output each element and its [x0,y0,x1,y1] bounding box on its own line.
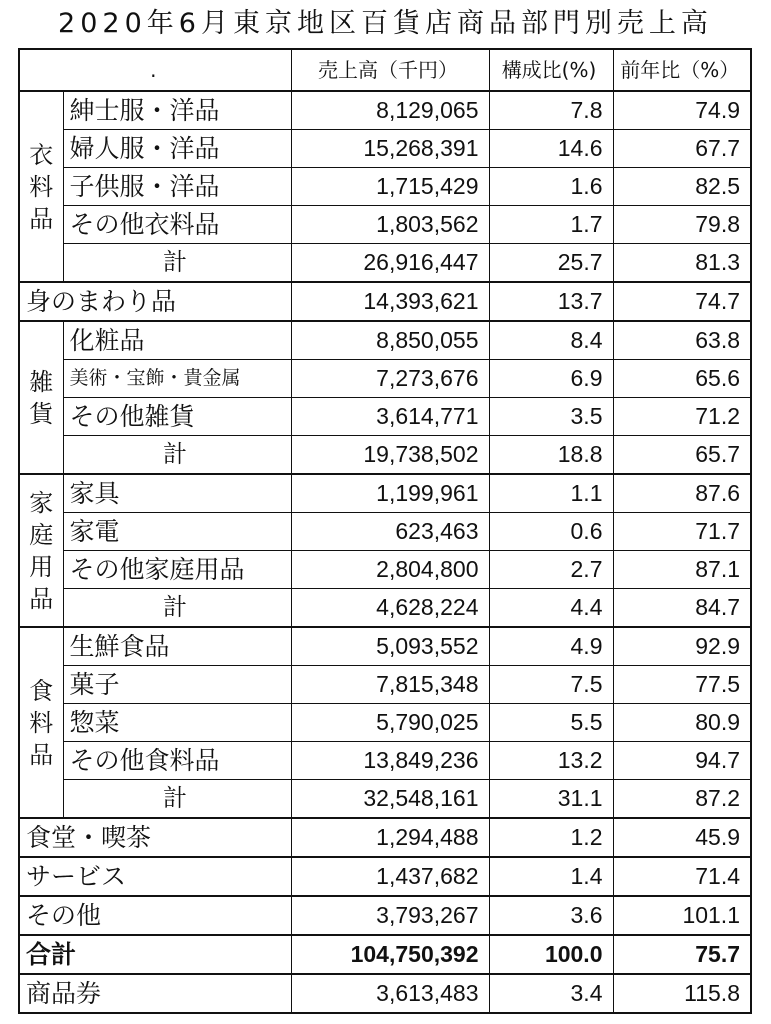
row-label-restaurant: 食堂・喫茶 [19,818,291,857]
subtotal-sales: 32,548,161 [291,780,489,819]
row-sales: 14,393,621 [291,282,489,321]
subtotal-share: 4.4 [489,589,613,628]
total-sales: 104,750,392 [291,935,489,974]
row-share: 8.4 [489,321,613,360]
row-sales: 3,793,267 [291,896,489,935]
row-sales: 1,199,961 [291,474,489,513]
subtotal-row [19,436,751,475]
page-title: 2020年6月東京地区百貨店商品部門別売上高 [58,8,713,39]
row-yoy: 67.7 [613,130,751,168]
row-label: 婦人服・洋品 [63,130,291,168]
total-yoy: 75.7 [613,935,751,974]
row-yoy: 87.1 [613,551,751,589]
row-sales: 1,803,562 [291,206,489,244]
row-label: 家具 [63,474,291,513]
subtotal-yoy: 65.7 [613,436,751,475]
table-row [19,360,751,398]
subtotal-label: 計 [63,436,291,475]
row-share: 2.7 [489,551,613,589]
table-row [19,666,751,704]
table-row [19,551,751,589]
table-row [19,857,751,896]
row-sales: 2,804,800 [291,551,489,589]
row-share: 1.2 [489,818,613,857]
subtotal-share: 25.7 [489,244,613,283]
subtotal-label: 計 [63,589,291,628]
row-share: 6.9 [489,360,613,398]
row-label-services: サービス [19,857,291,896]
table-row [19,704,751,742]
subtotal-share: 18.8 [489,436,613,475]
row-label-other: その他 [19,896,291,935]
row-sales: 13,849,236 [291,742,489,780]
row-label: 家電 [63,513,291,551]
category-household: 家庭用品 [19,474,63,627]
row-label-accessories: 身のまわり品 [19,282,291,321]
row-label-gift-certificates: 商品券 [19,974,291,1013]
subtotal-row [19,780,751,819]
row-yoy: 92.9 [613,627,751,666]
row-yoy: 74.9 [613,91,751,130]
subtotal-sales: 19,738,502 [291,436,489,475]
row-yoy: 87.6 [613,474,751,513]
row-yoy: 74.7 [613,282,751,321]
row-share: 13.2 [489,742,613,780]
row-yoy: 65.6 [613,360,751,398]
row-sales: 5,093,552 [291,627,489,666]
row-share: 14.6 [489,130,613,168]
row-share: 0.6 [489,513,613,551]
subtotal-row [19,244,751,283]
row-share: 1.4 [489,857,613,896]
table-row [19,974,751,1013]
table-header-row [19,49,751,91]
row-label: 菓子 [63,666,291,704]
row-share: 4.9 [489,627,613,666]
row-sales: 1,437,682 [291,857,489,896]
row-share: 5.5 [489,704,613,742]
row-yoy: 94.7 [613,742,751,780]
row-sales: 1,294,488 [291,818,489,857]
row-share: 13.7 [489,282,613,321]
table-row [19,130,751,168]
subtotal-label: 計 [63,780,291,819]
table-row [19,474,751,513]
table-row [19,321,751,360]
table-row [19,168,751,206]
category-food: 食料品 [19,627,63,818]
row-yoy: 77.5 [613,666,751,704]
row-label: 生鮮食品 [63,627,291,666]
row-share: 1.1 [489,474,613,513]
subtotal-yoy: 84.7 [613,589,751,628]
row-yoy: 79.8 [613,206,751,244]
row-label-total: 合計 [19,935,291,974]
row-sales: 5,790,025 [291,704,489,742]
row-yoy: 115.8 [613,974,751,1013]
row-sales: 7,815,348 [291,666,489,704]
total-row [19,935,751,974]
row-yoy: 63.8 [613,321,751,360]
row-label: 紳士服・洋品 [63,91,291,130]
row-share: 3.5 [489,398,613,436]
row-sales: 623,463 [291,513,489,551]
sales-table [18,48,752,1014]
table-row [19,206,751,244]
category-clothing: 衣料品 [19,91,63,282]
table-row [19,818,751,857]
row-sales: 15,268,391 [291,130,489,168]
row-sales: 8,129,065 [291,91,489,130]
row-label: 子供服・洋品 [63,168,291,206]
row-yoy: 71.4 [613,857,751,896]
table-row [19,398,751,436]
table-row [19,513,751,551]
row-share: 1.7 [489,206,613,244]
row-sales: 1,715,429 [291,168,489,206]
table-row [19,627,751,666]
row-label: 化粧品 [63,321,291,360]
table-row [19,742,751,780]
subtotal-yoy: 81.3 [613,244,751,283]
subtotal-share: 31.1 [489,780,613,819]
row-yoy: 80.9 [613,704,751,742]
row-label: その他雑貨 [63,398,291,436]
header-blank: . [19,49,291,91]
row-share: 7.8 [489,91,613,130]
row-sales: 3,614,771 [291,398,489,436]
row-sales: 7,273,676 [291,360,489,398]
header-yoy: 前年比（%） [613,49,751,91]
row-label: 美術・宝飾・貴金属 [63,360,291,398]
row-share: 3.4 [489,974,613,1013]
row-label: 惣菜 [63,704,291,742]
row-share: 7.5 [489,666,613,704]
row-yoy: 82.5 [613,168,751,206]
category-sundries: 雑貨 [19,321,63,474]
row-label: その他家庭用品 [63,551,291,589]
row-label: その他衣料品 [63,206,291,244]
subtotal-row [19,589,751,628]
row-yoy: 71.7 [613,513,751,551]
table-row [19,282,751,321]
row-sales: 3,613,483 [291,974,489,1013]
subtotal-yoy: 87.2 [613,780,751,819]
subtotal-label: 計 [63,244,291,283]
table-row [19,896,751,935]
header-share: 構成比(%) [489,49,613,91]
total-share: 100.0 [489,935,613,974]
row-yoy: 45.9 [613,818,751,857]
row-sales: 8,850,055 [291,321,489,360]
subtotal-sales: 26,916,447 [291,244,489,283]
subtotal-sales: 4,628,224 [291,589,489,628]
row-label: その他食料品 [63,742,291,780]
row-share: 3.6 [489,896,613,935]
header-sales: 売上高（千円） [291,49,489,91]
row-share: 1.6 [489,168,613,206]
table-row [19,91,751,130]
row-yoy: 101.1 [613,896,751,935]
row-yoy: 71.2 [613,398,751,436]
